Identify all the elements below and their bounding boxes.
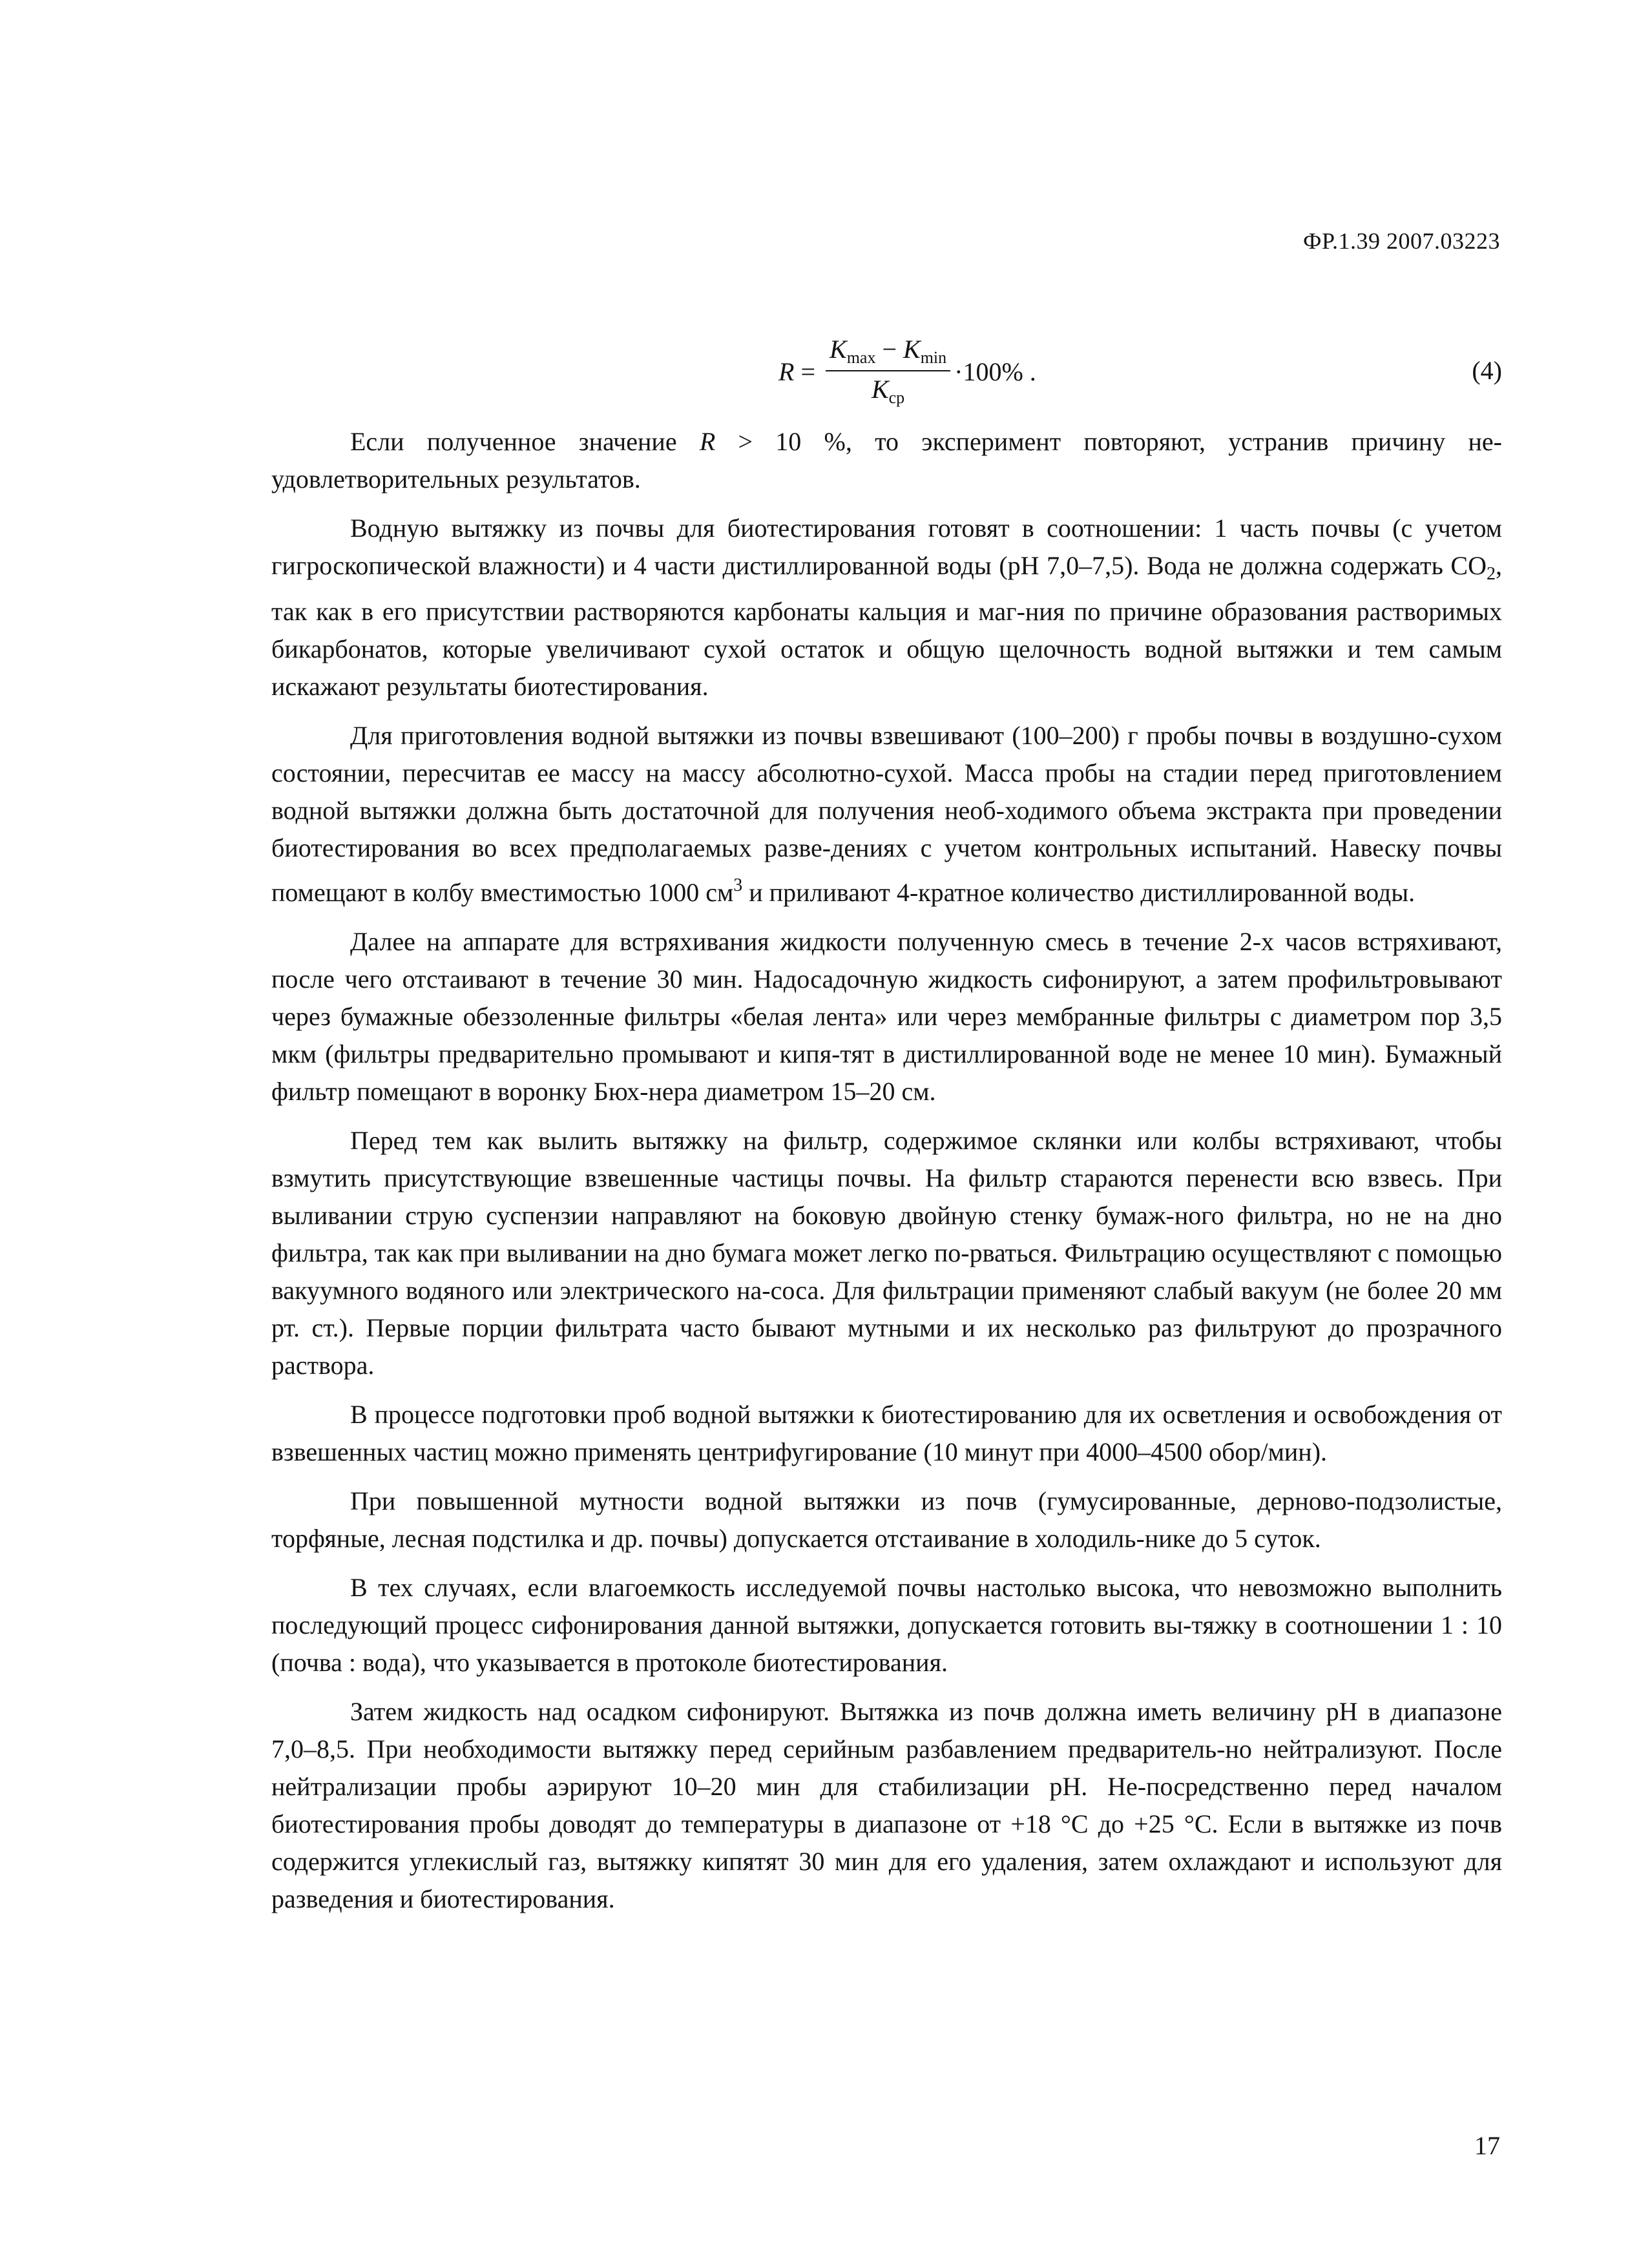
numerator-k-min: K [903,335,921,364]
paragraph-9: Затем жидкость над осадком сифонируют. Вытяжка из почв должна иметь величину рН в диапазоне 7,0–8,5. При необходимости вытяжку перед серийным разбавлением предваритель-но нейтрализуют. После нейтрализации пробы аэрируют 10–20 мин для стабилизации рН. Не-посредственно перед началом биотестирования пробы доводят до температуры в диапазоне от +18 °С до +25 °С. Если в вытяжке из почв содержится углекислый газ, вытяжку кипятят 30 мин для его удаления, затем охлаждают и используют для разведения и биотестирования. [271,1697,1502,1913]
paragraph-3-text-b: и приливают 4-кратное количество дистиллированной воды. [742,878,1415,907]
denominator-k-sub: ср [888,388,905,407]
numerator-k-max: K [830,335,847,364]
numerator-minus: − [875,335,904,364]
paragraph-3 [271,717,1502,911]
numerator-k-max-sub: max [846,348,876,368]
paragraph-1-text-b: > 10 %, то эксперимент повторяют, устранив причину не-удовлетворительных результатов. [271,427,1502,494]
denominator-k: K [871,375,889,404]
paragraph-2-text-a: Водную вытяжку из почвы для биотестирования готовят в соотношении: 1 часть почвы (с учетом гигроскопической влажности) и 4 части дистиллированной воды (рН 7,0–7,5). Вода не должна содержать СО [271,514,1502,580]
formula-r [778,323,1036,420]
formula-block [271,323,1502,420]
paragraph-2-subscript: 2 [1487,564,1496,584]
equation-number: (4) [1472,356,1502,385]
paragraph-1-variable: R [699,427,716,456]
paragraph-4: Далее на аппарате для встряхивания жидкости полученную смесь в течение 2-х часов встряхивают, после чего отстаивают в течение 30 мин. Надосадочную жидкость сифонируют, а затем профильтровывают через бумажные обеззоленные фильтры «белая лента» или через мембранные фильтры с диаметром пор 3,5 мкм (фильтры предварительно промывают и кипя-тят в дистиллированной воде не менее 10 мин). Бумажный фильтр помещают в воронку Бюх-нера диаметром 15–20 см. [271,927,1502,1106]
formula-denominator [872,371,904,408]
paragraph-1-text-a: Если полученное значение [350,427,700,456]
formula-numerator [826,335,950,371]
paragraph-1 [271,423,1502,498]
paragraph-8: В тех случаях, если влагоемкость исследуемой почвы настолько высока, что невозможно выполнить последующий процесс сифонирования данной вытяжки, допускается готовить вы-тяжку в соотношении 1 : 10 (почва : вода), что указывается в протоколе биотестирования. [271,1573,1502,1677]
body-text [271,423,1502,1930]
numerator-k-min-sub: min [920,348,947,368]
paragraph-2 [271,510,1502,705]
formula-lhs: R [778,357,795,386]
formula-tail: ·100% . [954,357,1036,386]
paragraph-7: При повышенной мутности водной вытяжки из почв (гумусированные, дерново-подзолистые, торфяные, лесная подстилка и др. почвы) допускается отстаивание в холодиль-нике до 5 суток. [271,1486,1502,1553]
formula-fraction [826,335,950,407]
paragraph-5: Перед тем как вылить вытяжку на фильтр, содержимое склянки или колбы встряхивают, чтобы взмутить присутствующие взвешенные частицы почвы. На фильтр стараются перенести всю взвесь. При выливании струю суспензии направляют на боковую двойную стенку бумаж-ного фильтра, но не на дно фильтра, так как при выливании на дно бумага может легко по-рваться. Фильтрацию осуществляют с помощью вакуумного водяного или электрического на-соса. Для фильтрации применяют слабый вакуум (не более 20 мм рт. ст.). Первые порции фильтрата часто бывают мутными и их несколько раз фильтруют до прозрачного раствора. [271,1126,1502,1380]
formula-equals: = [794,357,822,386]
paragraph-6: В процессе подготовки проб водной вытяжки к биотестированию для их осветления и освобождения от взвешенных частиц можно применять центрифугирование (10 минут при 4000–4500 обор/мин). [271,1400,1502,1466]
paragraph-3-superscript: 3 [733,875,743,895]
paragraph-2-text-b: , так как в его присутствии растворяются карбонаты кальция и маг-ния по причине образования растворимых бикарбонатов, которые увеличивают сухой остаток и общую щелочность водной вытяжки и тем самым искажают результаты биотестирования. [271,551,1502,701]
page-number: 17 [1474,2131,1500,2160]
document-code: ФР.1.39 2007.03223 [1303,228,1500,254]
paragraph-3-text-a: Для приготовления водной вытяжки из почвы взвешивают (100–200) г пробы почвы в воздушно-сухом состоянии, пересчитав ее массу на массу абсолютно-сухой. Масса пробы на стадии перед приготовлением водной вытяжки должна быть достаточной для получения необ-ходимого объема экстракта при проведении биотестирования во всех предполагаемых разве-дениях с учетом контрольных испытаний. Навеску почвы помещают в колбу вместимостью 1000 см [271,721,1502,907]
